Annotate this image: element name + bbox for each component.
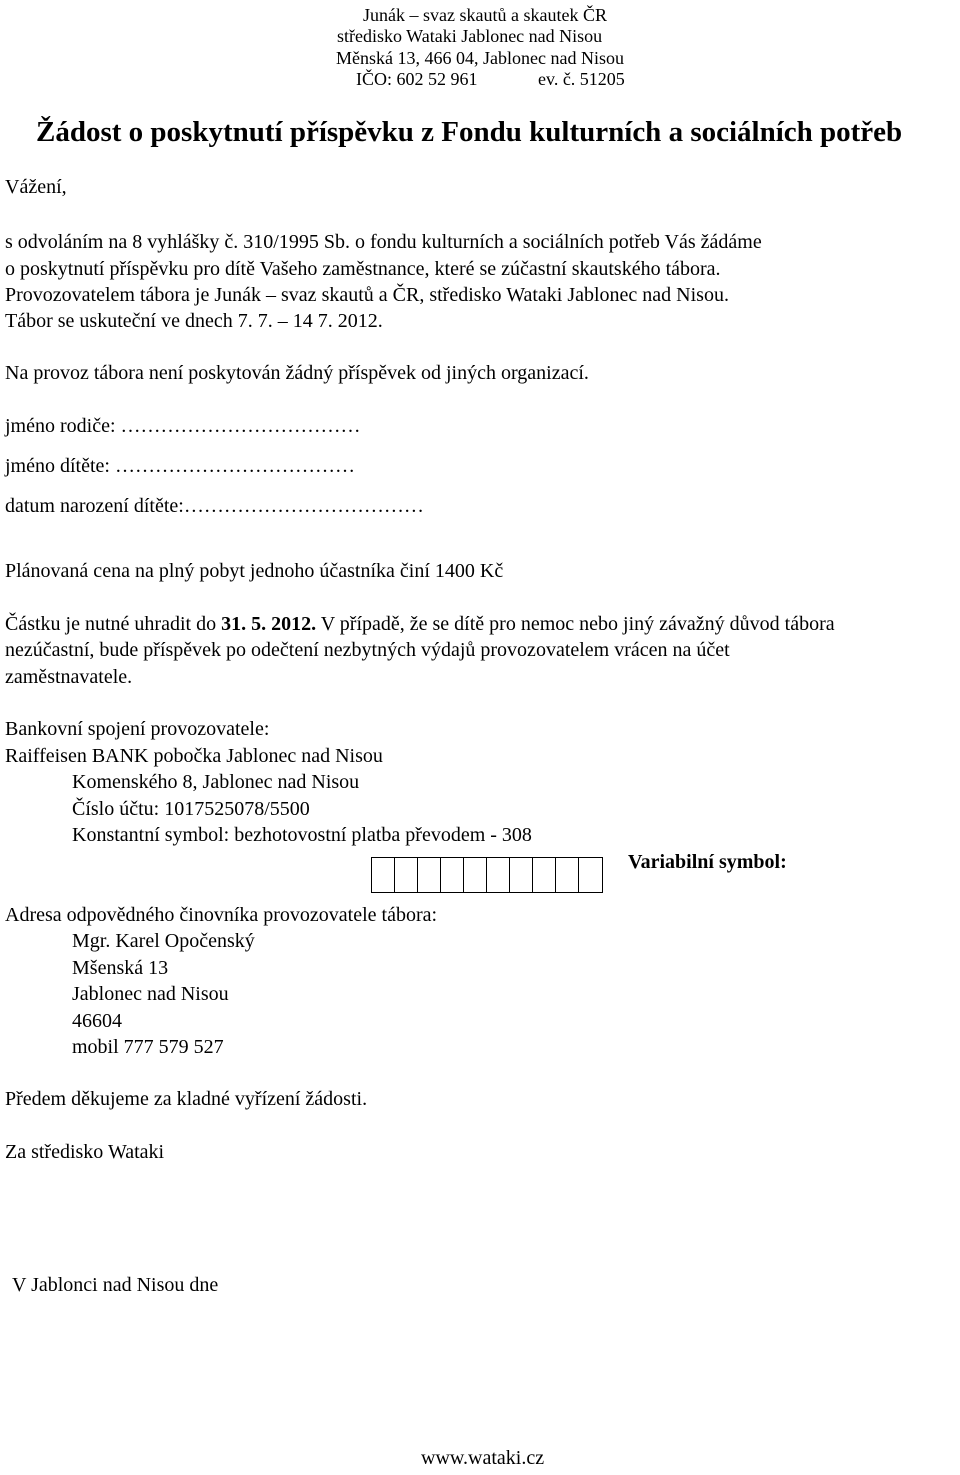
header-ico: IČO: 602 52 961: [356, 69, 478, 89]
official-city: Jablonec nad Nisou: [72, 983, 229, 1005]
price-note: Plánovaná cena na plný pobyt jednoho účastníka činí 1400 Kč: [5, 560, 504, 582]
variable-symbol-cell[interactable]: [579, 858, 602, 892]
variable-symbol-cell[interactable]: [441, 858, 464, 892]
official-street: Mšenská 13: [72, 957, 169, 979]
parent-name-row: [5, 416, 361, 436]
para1-line4: Tábor se uskuteční ve dnech 7. 7. – 14 7. 2012.: [5, 310, 383, 332]
parent-name-label: jméno rodiče:: [5, 415, 116, 437]
no-contribution-note: Na provoz tábora není poskytován žádný příspěvek od jiných organizací.: [5, 362, 589, 384]
page-title: Žádost o poskytnutí příspěvku z Fondu kulturních a sociálních potřeb: [36, 116, 903, 148]
variable-symbol-cell[interactable]: [372, 858, 395, 892]
bank-heading: Bankovní spojení provozovatele:: [5, 718, 270, 740]
variable-symbol-cell[interactable]: [418, 858, 441, 892]
payment-line3: zaměstnavatele.: [5, 666, 133, 688]
child-dob-row: [5, 496, 424, 516]
website-link[interactable]: www.wataki.cz: [421, 1447, 545, 1469]
official-phone: mobil 777 579 527: [72, 1036, 224, 1058]
para1-line3: Provozovatelem tábora je Junák – svaz skautů a ČR, středisko Wataki Jablonec nad Nisou.: [5, 284, 729, 306]
payment-line1: [5, 614, 835, 634]
para1-line1: s odvoláním na 8 vyhlášky č. 310/1995 Sb. o fondu kulturních a sociálních potřeb Vás žádáme: [5, 231, 762, 253]
payment-pre: Částku je nutné uhradit do: [5, 613, 222, 635]
variable-symbol-cell[interactable]: [464, 858, 487, 892]
header-address: Měnská 13, 466 04, Jablonec nad Nisou: [336, 48, 624, 68]
thanks-note: Předem děkujeme za kladné vyřízení žádosti.: [5, 1088, 368, 1110]
bank-address: Komenského 8, Jablonec nad Nisou: [72, 771, 360, 793]
header-unit: středisko Wataki Jablonec nad Nisou: [337, 26, 603, 46]
para1-line2: o poskytnutí příspěvku pro dítě Vašeho zaměstnance, které se zúčastní skautského tábora.: [5, 258, 721, 280]
official-zip: 46604: [72, 1010, 122, 1032]
parent-name-field[interactable]: ………………………………: [120, 415, 361, 437]
child-dob-field[interactable]: ………………………………: [183, 495, 424, 517]
payment-post: V případě, že se dítě pro nemoc nebo jiný závažný důvod tábora: [316, 613, 835, 635]
greeting: Vážení,: [5, 176, 67, 198]
variable-symbol-cell[interactable]: [533, 858, 556, 892]
official-heading: Adresa odpovědného činovníka provozovatele tábora:: [5, 904, 438, 926]
variable-symbol-label: Variabilní symbol:: [628, 851, 787, 873]
bank-name: Raiffeisen BANK pobočka Jablonec nad Nisou: [5, 745, 383, 767]
variable-symbol-boxes[interactable]: [371, 857, 603, 893]
child-name-row: [5, 456, 355, 476]
variable-symbol-cell[interactable]: [556, 858, 579, 892]
variable-symbol-cell[interactable]: [510, 858, 533, 892]
child-name-field[interactable]: ………………………………: [114, 455, 355, 477]
header-org: Junák – svaz skautů a skautek ČR: [363, 5, 607, 25]
payment-deadline: 31. 5. 2012.: [221, 613, 317, 635]
payment-line2: nezúčastní, bude příspěvek po odečtení nezbytných výdajů provozovatelem vrácen na účet: [5, 639, 730, 661]
variable-symbol-cell[interactable]: [395, 858, 418, 892]
variable-symbol-cell[interactable]: [487, 858, 510, 892]
child-dob-label: datum narození dítěte:: [5, 495, 184, 517]
signature-line: Za středisko Wataki: [5, 1141, 165, 1163]
bank-account: Číslo účtu: 1017525078/5500: [72, 798, 310, 820]
child-name-label: jméno dítěte:: [5, 455, 110, 477]
header-ev: ev. č. 51205: [538, 69, 625, 89]
official-name: Mgr. Karel Opočenský: [72, 930, 255, 952]
constant-symbol: Konstantní symbol: bezhotovostní platba převodem - 308: [72, 824, 532, 846]
place-date-line: V Jablonci nad Nisou dne: [12, 1274, 219, 1296]
